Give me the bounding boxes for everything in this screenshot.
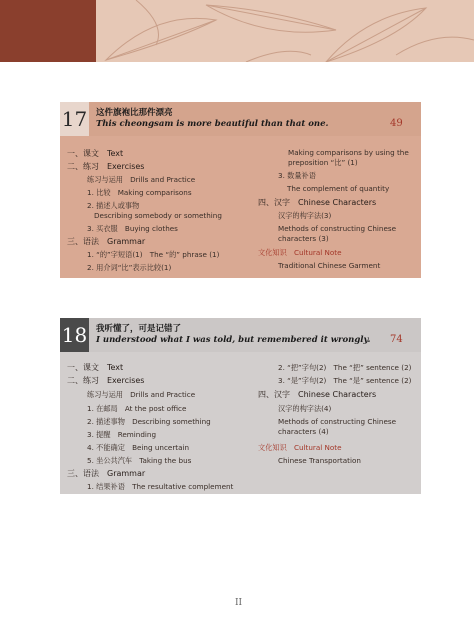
lesson-number: 17 [60, 102, 89, 136]
cultural-note-item: Chinese Transportation [278, 456, 361, 465]
lesson-title-zh: 我听懂了，可是记错了 [96, 324, 182, 334]
drills-heading: 练习与运用 Drills and Practice [87, 175, 196, 184]
lesson-title-en: This cheongsam is more beautiful than that one. [96, 119, 329, 129]
section-cultural-note: 文化知识 Cultural Note [258, 443, 342, 452]
drill-item: 1. 比较 Making comparisons [87, 188, 192, 197]
section-exercises: 二、练习 Exercises [67, 162, 145, 171]
grammar-item: 1. 结果补语 The resultative complement [87, 482, 234, 491]
lesson-17-card [60, 102, 421, 278]
characters-item-en: characters (3) [278, 234, 329, 243]
drill-item: 2. 描述人或事物 [87, 201, 140, 210]
lesson-title-en: I understood what I was told, but remembered it wrongly. [96, 335, 371, 345]
drill-item: 1. 在邮局 At the post office [87, 404, 187, 413]
section-exercises: 二、练习 Exercises [67, 376, 145, 385]
drills-heading: 练习与运用 Drills and Practice [87, 390, 196, 399]
grammar-item: 3. 数量补语 [278, 171, 316, 180]
header-banner [0, 0, 474, 62]
section-text: 一、课文 Text [67, 149, 124, 158]
grammar-item: 2. “把”字句(2) The “把” sentence (2) [278, 363, 412, 372]
characters-item-en: characters (4) [278, 427, 329, 436]
section-grammar: 三、语法 Grammar [67, 469, 146, 478]
section-grammar: 三、语法 Grammar [67, 237, 146, 246]
section-characters: 四、汉字 Chinese Characters [258, 390, 377, 399]
drill-item: 5. 坐公共汽车 Taking the bus [87, 456, 192, 465]
characters-item: 汉字的构字法(4) [278, 404, 332, 413]
lesson-page-number: 49 [390, 118, 403, 129]
grammar-item-en: Making comparisons by using the [288, 148, 409, 157]
characters-item-en: Methods of constructing Chinese [278, 417, 397, 426]
section-cultural-note: 文化知识 Cultural Note [258, 248, 342, 257]
characters-item-en: Methods of constructing Chinese [278, 224, 397, 233]
characters-item: 汉字的构字法(3) [278, 211, 332, 220]
grammar-item-en: preposition “比” (1) [288, 158, 358, 167]
grammar-item: 1. “的”字短语(1) The “的” phrase (1) [87, 250, 220, 259]
grammar-item: 2. 用介词“比”表示比较(1) [87, 263, 172, 272]
page-footer-number: II [235, 598, 243, 608]
lesson-title-zh: 这件旗袍比那件漂亮 [96, 108, 173, 118]
section-text: 一、课文 Text [67, 363, 124, 372]
drill-item: 4. 不能确定 Being uncertain [87, 443, 190, 452]
section-characters: 四、汉字 Chinese Characters [258, 198, 377, 207]
grammar-item-en: The complement of quantity [287, 184, 390, 193]
banner-dark-panel [0, 0, 96, 62]
grammar-item: 3. “是”字句(2) The “是” sentence (2) [278, 376, 412, 385]
drill-item-en: Describing somebody or something [94, 211, 222, 220]
lesson-18-card [60, 318, 421, 494]
lesson-page-number: 74 [390, 334, 403, 345]
drill-item: 3. 提醒 Reminding [87, 430, 157, 439]
cultural-note-item: Traditional Chinese Garment [278, 261, 381, 270]
drill-item: 3. 买衣服 Buying clothes [87, 224, 178, 233]
leaf-pattern-image [96, 0, 474, 62]
drill-item: 2. 描述事物 Describing something [87, 417, 211, 426]
lesson-number: 18 [60, 318, 89, 352]
